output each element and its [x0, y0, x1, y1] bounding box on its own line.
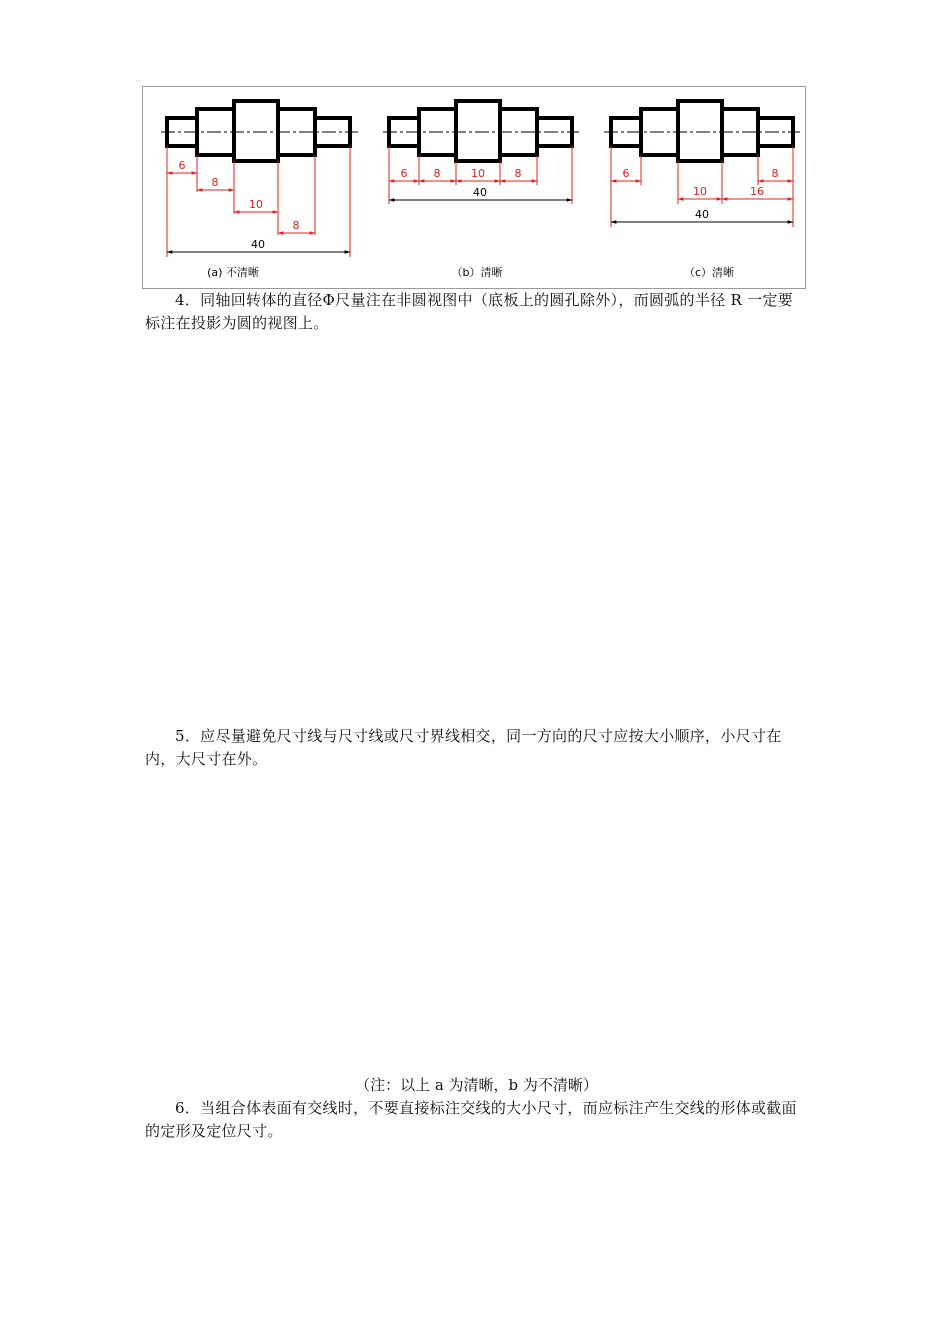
shaft-b [383, 101, 579, 279]
dim-a-0: 6 [178, 159, 186, 172]
dim-c-3: 8 [771, 167, 779, 180]
shaft-dimension-figure [142, 86, 806, 289]
paragraph-4: 4．同轴回转体的直径Φ尺量注在非圆视图中（底板上的圆孔除外），而圆弧的半径 R 一定要标注在投影为圆的视图上。 [145, 291, 794, 332]
paragraph-6: 6．当组合体表面有交线时，不要直接标注交线的大小尺寸，而应标注产生交线的形体或截面的定形及定位尺寸。 [145, 1099, 797, 1140]
dim-a-3: 8 [292, 219, 300, 232]
figure-drawing [143, 87, 807, 290]
dim-b-1: 8 [433, 167, 441, 180]
dim-c-0: 6 [622, 167, 630, 180]
dim-b-2: 10 [471, 167, 485, 180]
caption-c: （c）清晰 [683, 266, 735, 279]
dim-b-4: 40 [473, 186, 487, 199]
caption-a: (a) 不清晰 [207, 266, 259, 279]
dim-c-4: 40 [695, 208, 709, 221]
dim-a-2: 10 [249, 198, 263, 211]
dim-c-2: 16 [750, 185, 764, 198]
dim-c-1: 10 [693, 185, 707, 198]
shaft-c [604, 101, 800, 279]
dim-a-4: 40 [251, 238, 265, 251]
note-line: （注：以上 a 为清晰，b 为不清晰） [355, 1076, 598, 1094]
dim-b-3: 8 [514, 167, 522, 180]
dim-a-1: 8 [211, 176, 219, 189]
paragraph-5: 5．应尽量避免尺寸线与尺寸线或尺寸界线相交，同一方向的尺寸应按大小顺序，小尺寸在内，大尺寸在外。 [145, 727, 782, 768]
dim-b-0: 6 [400, 167, 408, 180]
caption-b: （b）清晰 [451, 266, 503, 279]
shaft-a [161, 101, 358, 279]
